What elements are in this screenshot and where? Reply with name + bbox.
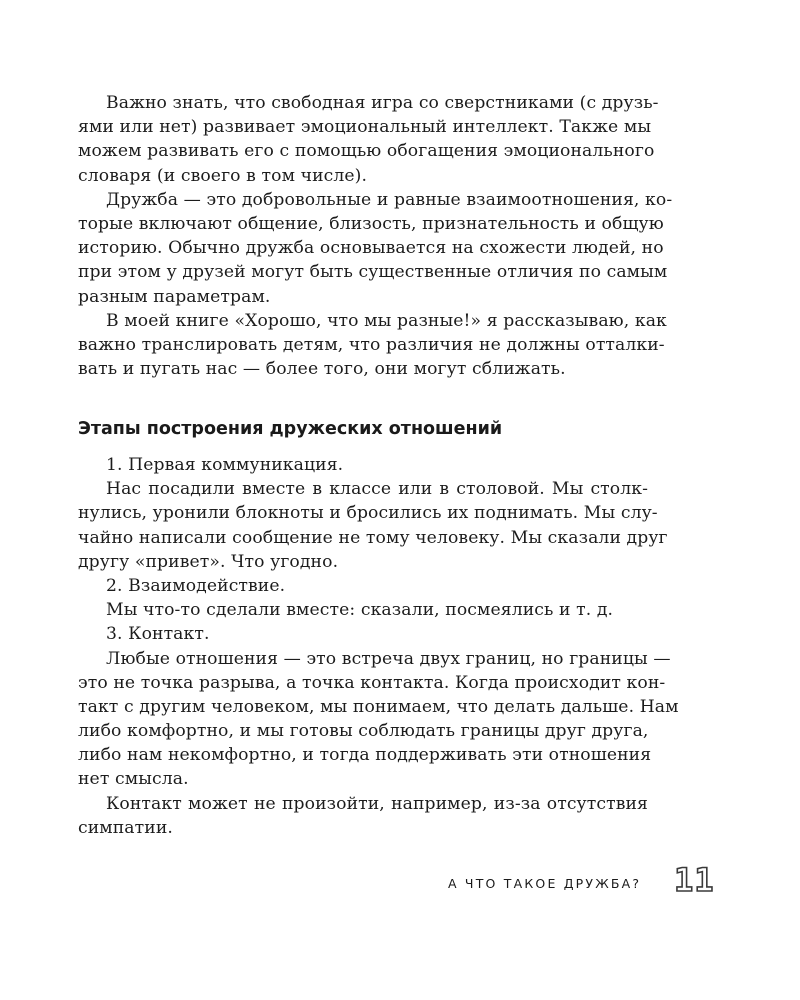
paragraph-line: нет смысла. [78,769,189,790]
paragraph-line: чайно написали сообщение не тому человеку. Мы сказали друг [78,527,668,548]
paragraph-line: разным параметрам. [78,286,271,307]
paragraph-line: нулись, уронили блокноты и бросились их поднимать. Мы слу- [78,503,658,524]
section-heading: Этапы построения дружеских отношений [78,419,503,439]
paragraph-line: Нас посадили вместе в классе или в столовой. Мы столк- [106,479,648,500]
paragraph-line: Контакт может не произойти, например, из-за отсутствия [106,793,648,814]
paragraph-line: Дружба — это добровольные и равные взаимоотношения, ко- [106,189,673,210]
paragraph-line: такт с другим человеком, мы понимаем, что делать дальше. Нам [78,696,679,717]
paragraph-line: либо нам некомфортно, и тогда поддерживать эти отношения [78,745,652,766]
paragraph-line: важно транслировать детям, что различия не должны отталки- [78,334,665,355]
body-text-section-2 [78,453,679,840]
page-footer [440,862,720,902]
paragraph-line: другу «привет». Что угодно. [78,551,339,572]
paragraph-line: историю. Обычно дружба основывается на схожести людей, но [78,238,664,259]
paragraph-line: В моей книге «Хорошо, что мы разные!» я рассказываю, как [106,310,667,331]
list-item-heading: 2. Взаимодействие. [106,575,286,596]
paragraph-line: можем развивать его с помощью обогащения эмоционального [78,141,655,162]
paragraph-line: при этом у друзей могут быть существенные отличия по самым [78,262,668,283]
list-item-heading: 1. Первая коммуникация. [106,455,344,475]
paragraph-line: либо комфортно, и мы готовы соблюдать границы друг друга, [78,721,649,742]
paragraph-line: торые включают общение, близость, признательность и общую [78,213,664,234]
paragraph-line: словаря (и своего в том числе). [78,165,368,186]
paragraph-line: вать и пугать нас — более того, они могут сближать. [78,359,566,380]
paragraph-line: Любые отношения — это встреча двух границ, но границы — [106,648,671,669]
running-head: А ЧТО ТАКОЕ ДРУЖБА? [448,876,642,891]
paragraph-line: Важно знать, что свободная игра со сверстниками (с друзь- [106,93,659,113]
paragraph-line: это не точка разрыва, а точка контакта. Когда происходит кон- [78,672,666,693]
list-item-heading: 3. Контакт. [106,624,210,645]
paragraph-line: ями или нет) развивает эмоциональный интеллект. Также мы [78,117,652,138]
page-number: 11 [674,861,715,899]
body-text-section-1 [78,91,673,381]
paragraph-line: симпатии. [78,817,173,838]
paragraph-line: Мы что-то сделали вместе: сказали, посмеялись и т. д. [106,600,614,621]
